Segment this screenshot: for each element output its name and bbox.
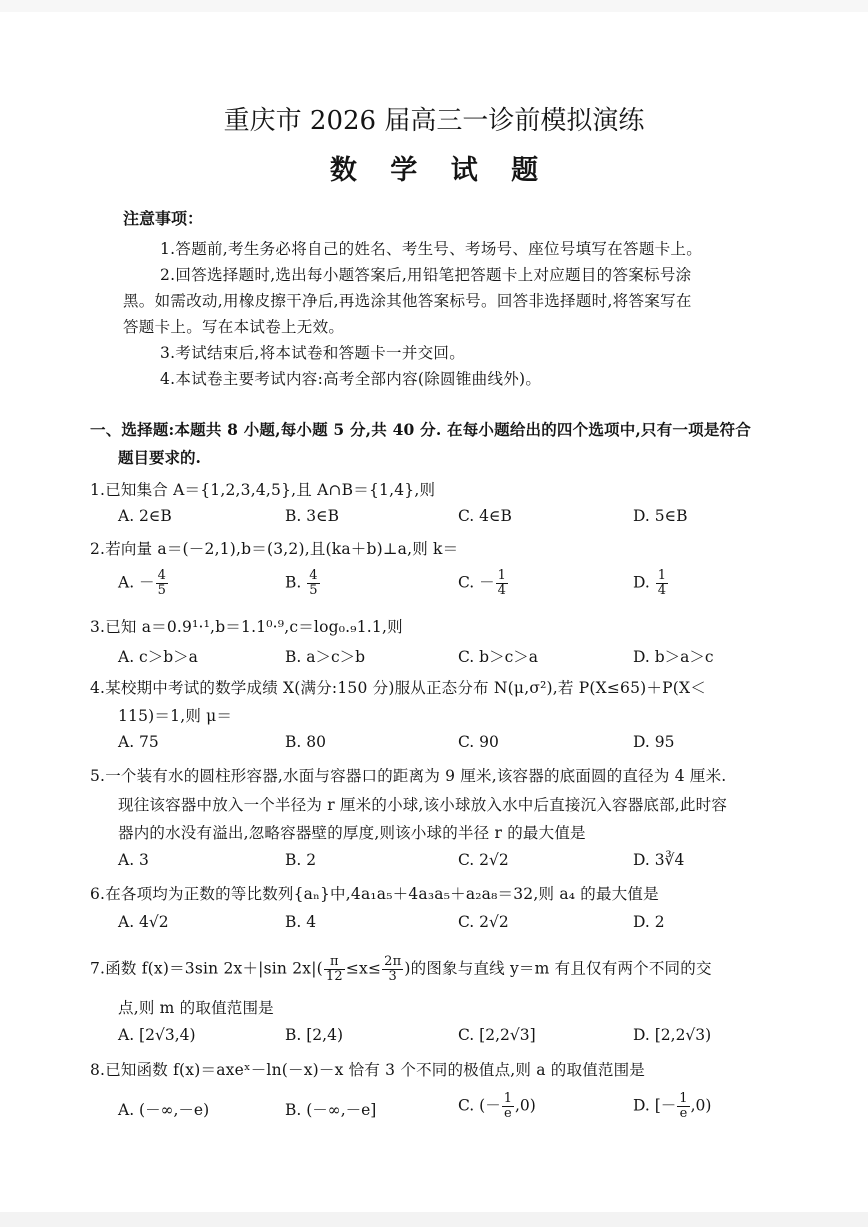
question-text: 7.函数 f(x)＝3sin 2x＋|sin 2x|( <box>90 959 323 978</box>
option-b: B. [2,4) <box>285 1026 343 1044</box>
option-label: A. － <box>118 573 155 592</box>
option-b: B. 80 <box>285 733 326 751</box>
option-b: B. a＞c＞b <box>285 648 366 666</box>
denominator: 5 <box>157 583 166 598</box>
question-7-cont: 点,则 m 的取值范围是 <box>118 999 274 1017</box>
option-d: D. [2,2√3) <box>633 1026 712 1044</box>
scan-bottom-edge <box>0 1212 868 1227</box>
note-line: 2.回答选择题时,选出每小题答案后,用铅笔把答题卡上对应题目的答案标号涂 <box>160 266 692 284</box>
option-a: A. 2∈B <box>118 507 172 525</box>
option-d <box>633 569 669 598</box>
option-c: C. 4∈B <box>458 507 512 525</box>
numerator: 4 <box>309 568 318 583</box>
denominator: 4 <box>657 583 667 598</box>
scan-top-edge <box>0 0 868 12</box>
option-tail: ,0) <box>515 1096 536 1115</box>
option-a <box>118 569 169 598</box>
exam-subject: 数 学 试 题 <box>329 155 551 186</box>
option-c: C. b＞c＞a <box>458 648 539 666</box>
question-5-cont: 现往该容器中放入一个半径为 r 厘米的小球,该小球放入水中后直接沉入容器底部,此时容 <box>118 796 728 814</box>
fraction <box>382 955 403 984</box>
option-c: C. 90 <box>458 733 499 751</box>
numerator: 1 <box>503 1091 512 1106</box>
fraction <box>307 569 319 598</box>
option-c: C. 2√2 <box>458 913 509 931</box>
option-d: D. b＞a＞c <box>633 648 714 666</box>
option-c: C. [2,2√3] <box>458 1026 536 1044</box>
option-b: B. 4 <box>285 913 317 931</box>
fraction <box>502 1092 514 1121</box>
option-c <box>458 569 509 598</box>
note-line: 答题卡上。写在本试卷上无效。 <box>123 318 345 336</box>
option-b: B. 2 <box>285 851 317 869</box>
option-a: A. 4√2 <box>118 913 169 931</box>
note-line: 4.本试卷主要考试内容:高考全部内容(除圆锥曲线外)。 <box>160 370 542 388</box>
denominator: 5 <box>309 583 318 598</box>
option-d: D. 3∛4 <box>633 851 685 869</box>
fraction <box>677 1092 689 1121</box>
question-2: 2.若向量 a＝(－2,1),b＝(3,2),且(ka＋b)⊥a,则 k＝ <box>90 540 459 558</box>
fraction <box>324 955 345 984</box>
question-5-cont: 器内的水没有溢出,忽略容器壁的厚度,则该小球的半径 r 的最大值是 <box>118 824 586 842</box>
question-text: ≤x≤ <box>345 959 382 978</box>
numerator: 2π <box>384 954 402 969</box>
option-a: A. 3 <box>118 851 149 869</box>
option-b: B. 3∈B <box>285 507 339 525</box>
option-label: D. [－ <box>633 1096 677 1115</box>
option-label: C. － <box>458 573 495 592</box>
numerator: 1 <box>497 568 506 583</box>
option-c: C. 2√2 <box>458 851 509 869</box>
note-line: 3.考试结束后,将本试卷和答题卡一并交回。 <box>160 344 466 362</box>
denominator: e <box>504 1106 512 1121</box>
note-line: 1.答题前,考生务必将自己的姓名、考生号、考场号、座位号填写在答题卡上。 <box>160 240 703 258</box>
option-d: D. 2 <box>633 913 665 931</box>
denominator: 4 <box>497 583 506 598</box>
option-a: A. (－∞,－e) <box>118 1101 210 1119</box>
option-label: B. <box>285 573 302 592</box>
numerator: 1 <box>657 568 667 583</box>
option-a: A. [2√3,4) <box>118 1026 196 1044</box>
option-label: C. (－ <box>458 1096 501 1115</box>
fraction <box>496 569 508 598</box>
question-3: 3.已知 a＝0.9¹·¹,b＝1.1⁰·⁹,c＝log₀.₉1.1,则 <box>90 618 403 636</box>
question-6: 6.在各项均为正数的等比数列{aₙ}中,4a₁a₅＋4a₃a₅＋a₂a₈＝32,则 a₄ 的最大值是 <box>90 885 659 903</box>
notes-heading: 注意事项： <box>123 209 204 228</box>
question-7 <box>90 955 712 984</box>
option-a: A. 75 <box>118 733 159 751</box>
question-8: 8.已知函数 f(x)＝axeˣ－ln(－x)－x 恰有 3 个不同的极值点,则 a 的取值范围是 <box>90 1061 645 1079</box>
denominator: e <box>679 1106 688 1121</box>
option-tail: ,0) <box>690 1096 712 1115</box>
note-line: 黑。如需改动,用橡皮擦干净后,再选涂其他答案标号。回答非选择题时,将答案写在 <box>123 292 692 310</box>
exam-title: 重庆市 2026 届高三一诊前模拟演练 <box>223 106 645 136</box>
option-d: D. 95 <box>633 733 675 751</box>
option-label: D. <box>633 573 650 592</box>
option-a: A. c＞b＞a <box>118 648 198 666</box>
option-b: B. (－∞,－e] <box>285 1101 377 1119</box>
numerator: π <box>324 955 345 970</box>
numerator: 1 <box>679 1091 688 1106</box>
fraction <box>156 569 168 598</box>
question-5: 5.一个装有水的圆柱形容器,水面与容器口的距离为 9 厘米,该容器的底面圆的直径为 4 厘米. <box>90 767 727 785</box>
option-d: D. 5∈B <box>633 507 688 525</box>
denominator: 3 <box>388 969 398 984</box>
numerator: 4 <box>157 568 166 583</box>
question-1: 1.已知集合 A＝{1,2,3,4,5},且 A∩B＝{1,4},则 <box>90 481 436 499</box>
fraction <box>656 569 668 598</box>
section-heading: 一、选择题:本题共 8 小题,每小题 5 分,共 40 分. 在每小题给出的四个选项中,只有一项是符合 <box>90 420 751 439</box>
option-d <box>633 1092 711 1121</box>
section-heading-cont: 题目要求的. <box>118 448 201 467</box>
question-4-cont: 115)＝1,则 μ＝ <box>118 707 233 725</box>
option-c <box>458 1092 536 1121</box>
option-b <box>285 569 321 598</box>
denominator: 12 <box>325 969 343 984</box>
question-text: )的图象与直线 y＝m 有且仅有两个不同的交 <box>404 959 712 978</box>
question-4: 4.某校期中考试的数学成绩 X(满分:150 分)服从正态分布 N(μ,σ²),若 P(X≤65)＋P(X＜ <box>90 679 706 697</box>
